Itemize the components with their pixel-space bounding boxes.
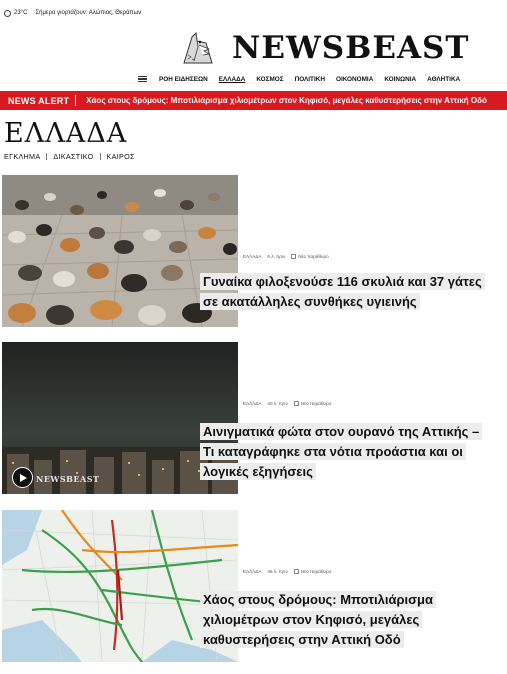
subnav-crime[interactable]: ΕΓΚΛΗΜΑ xyxy=(4,152,41,161)
article-category[interactable]: ΕΛΛΑΔΑ xyxy=(243,254,262,259)
new-window-icon xyxy=(294,401,299,406)
subnav-judicial[interactable]: ΔΙΚΑΣΤΙΚΟ xyxy=(53,152,94,161)
new-window-label: Νέο παράθυρο xyxy=(298,254,329,259)
hamburger-menu-icon[interactable] xyxy=(138,76,147,83)
article-category[interactable]: ΕΛΛΑΔΑ xyxy=(243,401,262,406)
nav-item-news-feed[interactable]: ΡΟΗ ΕΙΔΗΣΕΩΝ xyxy=(159,75,208,83)
new-window-icon xyxy=(294,569,299,574)
nav-item-politics[interactable]: ΠΟΛΙΤΙΚΗ xyxy=(294,75,325,83)
nav-item-sports[interactable]: ΑΘΛΗΤΙΚΑ xyxy=(427,75,461,83)
nameday-names: Αλώπιος, Θεράπων xyxy=(88,10,142,16)
news-alert-label: NEWS ALERT xyxy=(8,95,70,106)
news-alert-divider xyxy=(75,95,76,106)
article-meta xyxy=(243,569,331,574)
subnav-divider xyxy=(46,153,47,160)
article-category[interactable]: ΕΛΛΑΔΑ xyxy=(243,569,262,574)
new-window-link[interactable] xyxy=(291,254,328,259)
subnav-divider xyxy=(100,153,101,160)
utility-bar xyxy=(0,0,507,26)
temperature: 23°C xyxy=(14,10,28,16)
main-nav xyxy=(138,72,471,86)
new-window-link[interactable] xyxy=(294,401,331,406)
article-title[interactable]: Χάος στους δρόμους: Μποτιλιάρισμα χιλιομέτρων στον Κηφισό, μεγάλες καθυστερήσεις στην Αττική Οδό xyxy=(200,591,436,648)
play-video-icon[interactable] xyxy=(12,467,33,488)
logo-text: NEWSBEAST xyxy=(232,30,470,66)
nav-item-economy[interactable]: ΟΙΚΟΝΟΜΙΑ xyxy=(335,75,374,83)
article-card[interactable] xyxy=(0,342,507,494)
subnav-weather[interactable]: ΚΑΙΡΟΣ xyxy=(106,152,135,161)
new-window-label: Νέο παράθυρο xyxy=(300,401,332,406)
article-headline[interactable] xyxy=(200,272,490,312)
image-watermark: NEWSBEAST xyxy=(36,474,100,484)
nameday-label: Σήμερα γιορτάζουν: xyxy=(35,10,88,16)
weather-widget xyxy=(4,10,27,17)
article-title[interactable]: Αινιγματικά φώτα στον ουρανό της Αττικής – Τι καταγράφηκε στα νότια προάστια και οι λογικές εξηγήσεις xyxy=(200,423,482,480)
shark-icon xyxy=(182,31,214,65)
article-time: 46 λ. πριν xyxy=(267,569,288,574)
article-time: 40 λ. πριν xyxy=(267,401,288,406)
article-card[interactable] xyxy=(0,510,507,662)
new-window-label: Νέο παράθυρο xyxy=(300,569,332,574)
site-logo[interactable] xyxy=(182,28,470,68)
article-headline[interactable] xyxy=(200,422,490,482)
article-time: 6 λ. πριν xyxy=(267,254,286,259)
article-meta xyxy=(243,254,329,259)
nav-item-world[interactable]: ΚΟΣΜΟΣ xyxy=(256,75,284,83)
sun-icon xyxy=(4,10,11,17)
article-card[interactable] xyxy=(0,175,507,327)
nameday xyxy=(35,10,141,16)
article-headline[interactable] xyxy=(200,590,490,650)
article-meta xyxy=(243,401,331,406)
section-title: ΕΛΛΑΔΑ xyxy=(4,118,128,149)
nav-item-greece[interactable]: ΕΛΛΑΔΑ xyxy=(218,75,246,83)
section-subnav xyxy=(4,152,135,161)
new-window-icon xyxy=(291,254,296,259)
news-alert-ticker[interactable]: Χάος στους δρόμους: Μποτιλιάρισμα χιλιομέτρων στον Κηφισό, μεγάλες καθυστερήσεις στην Αττική Οδό xyxy=(86,96,487,105)
new-window-link[interactable] xyxy=(294,569,331,574)
nav-item-society[interactable]: ΚΟΙΝΩΝΙΑ xyxy=(384,75,417,83)
article-title[interactable]: Γυναίκα φιλοξενούσε 116 σκυλιά και 37 γάτες σε ακατάλληλες συνθήκες υγιεινής xyxy=(200,273,485,310)
news-alert-bar xyxy=(0,91,507,110)
